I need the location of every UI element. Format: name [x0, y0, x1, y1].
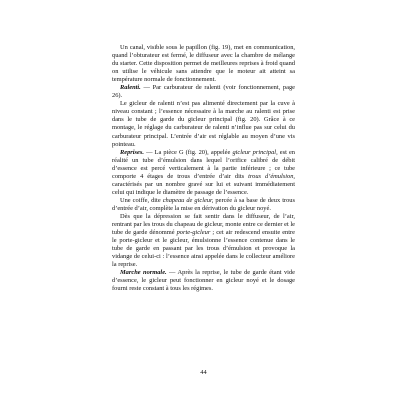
page-number: 44 — [200, 369, 207, 376]
section-heading-reprises: Reprises. — [120, 148, 144, 156]
text-segment: — Par carburateur de ralenti (voir fonctionnement, page 26). — [112, 84, 295, 100]
paragraph-coiffe — [112, 197, 295, 213]
paragraph-ralenti-heading — [112, 84, 295, 100]
section-heading-ralenti: Ralenti. — [120, 84, 141, 92]
text-segment: Un canal, visible sous le papillon (fig. 19), met en communication, quand l’obturateur est fermé, le diffuseur avec la chambre de mélange du starter. Cette disposition permet de meilleures reprises à froid quand on utilise le véhicule sans attendre que le moteur ait atteint sa température normale de fonctionnement. — [112, 44, 295, 84]
term-trous-emulsion: trous d’émulsion, — [248, 172, 295, 180]
term-chapeau-de-gicleur: chapeau de gicleur, — [162, 196, 214, 204]
text-segment: caractérisés par un nombre gravé sur lui et suivant immédiatement celui qui indique le diamètre de passage de l’essence. — [112, 180, 295, 196]
term-gicleur-principal: gicleur principal, — [232, 148, 278, 156]
paragraph-marche-normale — [112, 269, 295, 293]
text-segment: — La pièce G (fig. 20), appelée — [143, 148, 233, 156]
book-page-text — [112, 44, 295, 293]
term-porte-gicleur: porte-gicleur — [176, 229, 211, 237]
paragraph-starter-canal — [112, 44, 295, 84]
paragraph-depression — [112, 213, 295, 269]
text-segment: — Après la reprise, le tube de garde étant vide d’essence, le gicleur peut fonctionner en gicleur noyé et le dosage fourni reste constant à tous les régimes. — [112, 269, 295, 293]
paragraph-reprises — [112, 149, 295, 197]
text-segment: percée à sa base de deux trous d’entrée d’air, complète la mise en dérivation du gicleur noyé. — [112, 196, 295, 212]
text-segment: Le gicleur de ralenti n’est pas alimenté directement par la cuve à niveau constant ; l’essence nécessaire à la marche au ralenti est prise dans le tube de garde du gicleur principal (fig. 20). Grâce à ce montage, le réglage du carburateur de ralenti n’influe pas sur celui du carburateur principal. L’entrée d’air est réglable au moyen d’une vis pointeau. — [112, 100, 295, 148]
text-segment: ; cet air redescend ensuite entre le porte-gicleur et le gicleur, émulsionne l’essence contenue dans le tube de garde en passant par les trous d’émulsion et provoque la vidange de celui-ci : l’essence ainsi appelée dans le collecteur améliore la reprise. — [112, 229, 295, 269]
section-heading-marche-normale: Marche normale. — [120, 269, 167, 277]
text-segment: est en réalité un tube d’émulsion dans lequel l’orifice calibré de débit d’essence est percé verticalement à la partie inférieure ; ce tube comporte 4 étages de trous d’entrée d’air dits — [112, 148, 295, 180]
text-segment: Dès que la dépression se fait sentir dans le diffuseur, de l’air, rentrant par les trous du chapeau de gicleur, monte entre ce dernier et le tube de garde dénommé — [112, 212, 295, 237]
paragraph-ralenti-gicleur — [112, 100, 295, 148]
text-segment: Une coiffe, dite — [120, 196, 163, 204]
